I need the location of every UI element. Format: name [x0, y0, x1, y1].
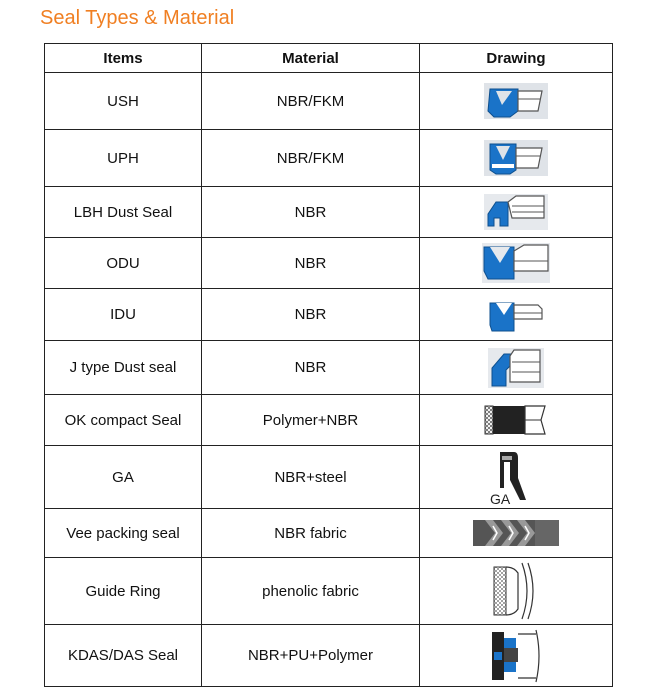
item-cell: ODU — [45, 238, 202, 289]
drawing-cell — [420, 395, 613, 446]
drawing-cell — [420, 73, 613, 130]
lbh-dust-seal-drawing — [482, 192, 550, 232]
material-cell: phenolic fabric — [202, 558, 420, 625]
material-cell: Polymer+NBR — [202, 395, 420, 446]
item-cell: UPH — [45, 130, 202, 187]
vee-packing-drawing — [471, 516, 561, 550]
header-items: Items — [45, 44, 202, 73]
item-cell: LBH Dust Seal — [45, 187, 202, 238]
table-row — [45, 187, 613, 238]
ush-seal-drawing — [482, 81, 550, 121]
item-cell: Guide Ring — [45, 558, 202, 625]
table-row — [45, 395, 613, 446]
table-row — [45, 238, 613, 289]
guide-ring-drawing — [486, 561, 546, 621]
material-cell: NBR+steel — [202, 446, 420, 509]
material-cell: NBR+PU+Polymer — [202, 625, 420, 687]
table-row — [45, 446, 613, 509]
material-cell: NBR/FKM — [202, 73, 420, 130]
table-row — [45, 509, 613, 558]
ok-compact-seal-drawing — [481, 400, 551, 440]
table-row — [45, 625, 613, 687]
table-row — [45, 558, 613, 625]
uph-seal-drawing — [482, 138, 550, 178]
material-cell: NBR — [202, 341, 420, 395]
drawing-cell — [420, 341, 613, 395]
kdas-das-seal-drawing — [486, 628, 546, 684]
table-row — [45, 289, 613, 341]
drawing-cell — [420, 446, 613, 509]
header-material: Material — [202, 44, 420, 73]
material-cell: NBR/FKM — [202, 130, 420, 187]
item-cell: J type Dust seal — [45, 341, 202, 395]
idu-seal-drawing — [482, 295, 550, 335]
header-drawing: Drawing — [420, 44, 613, 73]
ga-label: GA — [490, 491, 511, 506]
item-cell: USH — [45, 73, 202, 130]
ga-seal-drawing — [486, 448, 546, 506]
drawing-cell — [420, 509, 613, 558]
drawing-cell — [420, 187, 613, 238]
table-row — [45, 130, 613, 187]
table-header-row — [45, 44, 613, 73]
material-cell: NBR — [202, 238, 420, 289]
table-row — [45, 73, 613, 130]
page-title: Seal Types & Material — [40, 7, 235, 29]
material-cell: NBR fabric — [202, 509, 420, 558]
item-cell: IDU — [45, 289, 202, 341]
item-cell: OK compact Seal — [45, 395, 202, 446]
item-cell: Vee packing seal — [45, 509, 202, 558]
drawing-cell — [420, 558, 613, 625]
drawing-cell — [420, 238, 613, 289]
seal-types-table — [44, 43, 613, 687]
j-type-dust-seal-drawing — [484, 346, 548, 390]
material-cell: NBR — [202, 289, 420, 341]
item-cell: KDAS/DAS Seal — [45, 625, 202, 687]
item-cell: GA — [45, 446, 202, 509]
drawing-cell — [420, 289, 613, 341]
odu-seal-drawing — [480, 241, 552, 285]
material-cell: NBR — [202, 187, 420, 238]
drawing-cell — [420, 130, 613, 187]
table-row — [45, 341, 613, 395]
drawing-cell — [420, 625, 613, 687]
